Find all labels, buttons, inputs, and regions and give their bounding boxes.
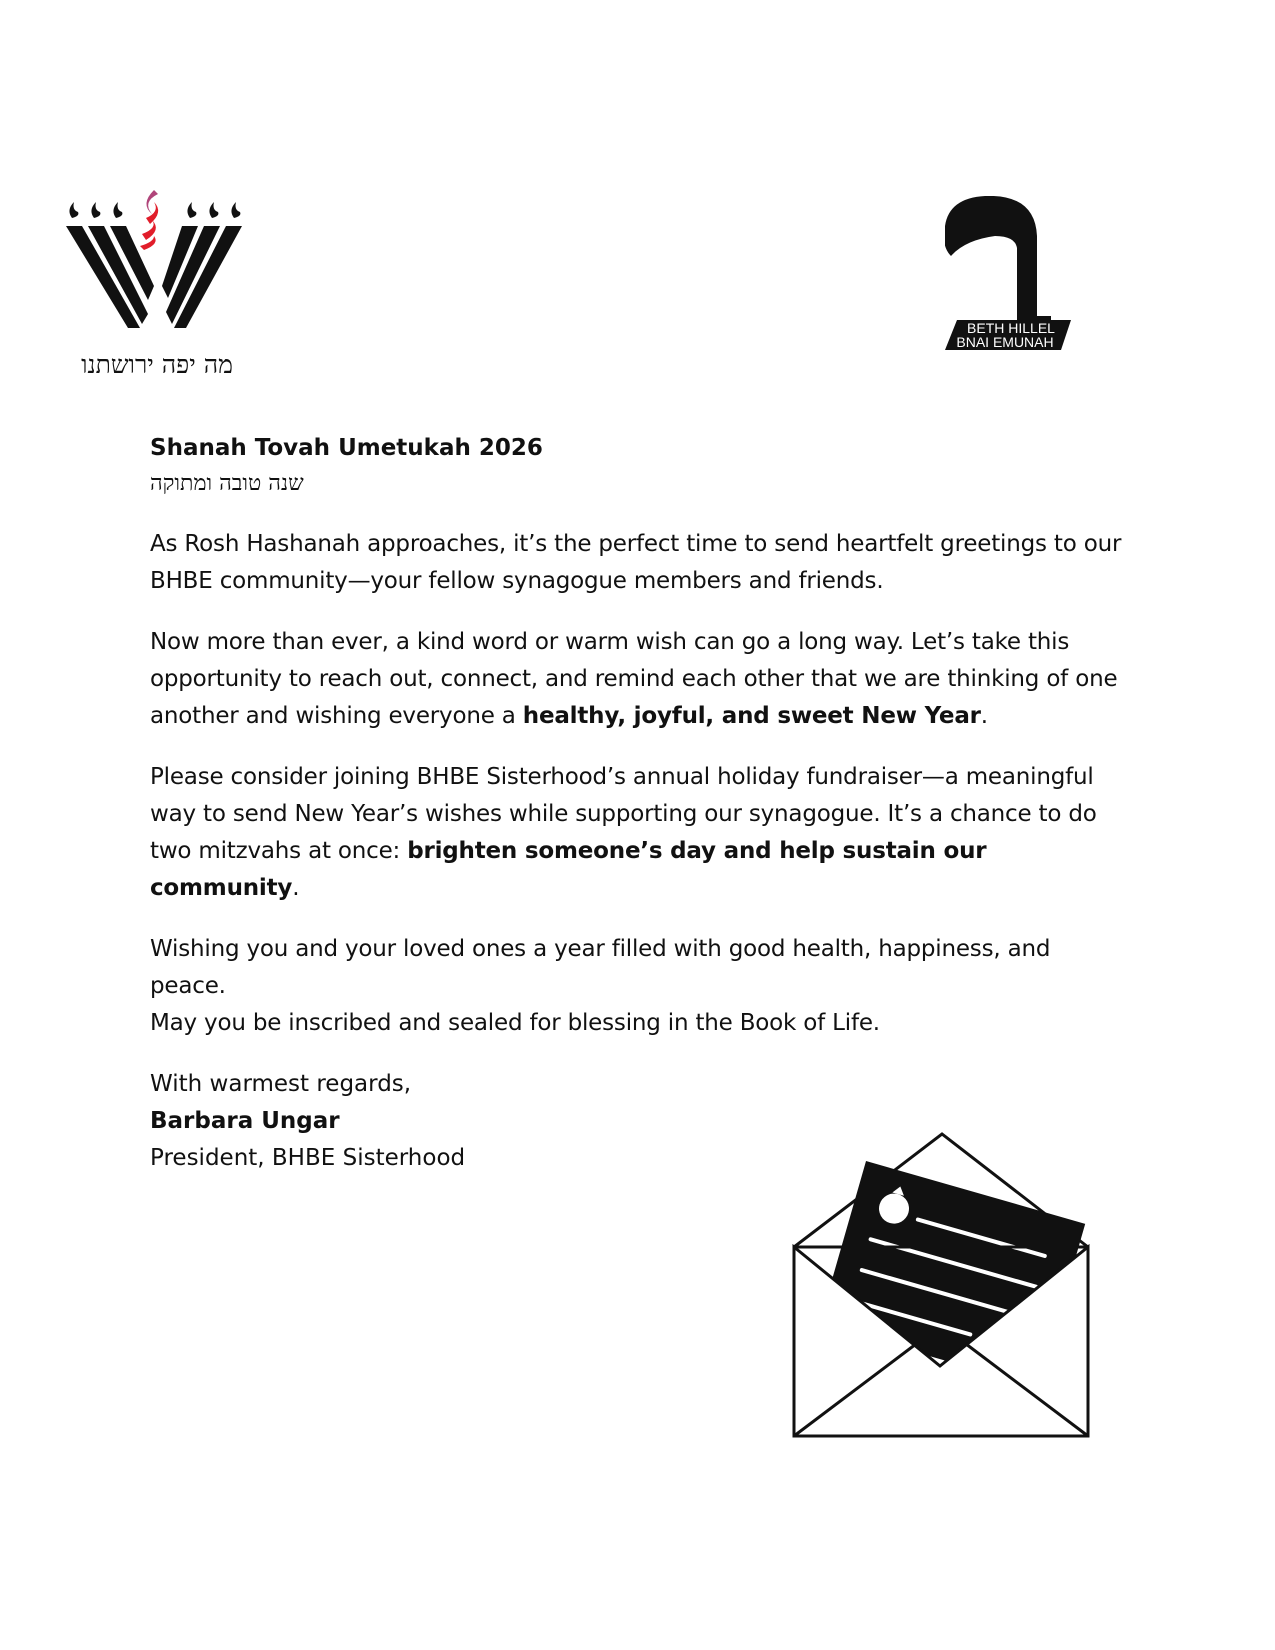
letter-body — [150, 430, 1125, 1177]
signer-name: Barbara Ungar — [150, 1108, 340, 1134]
envelope-illustration — [790, 1130, 1100, 1460]
closing: With warmest regards, — [150, 1071, 412, 1097]
paragraph-2-emphasis: healthy, joyful, and sweet New Year — [522, 703, 981, 729]
paragraph-3-text: Please consider joining BHBE Sisterhood’s annual holiday fundraiser—a meaningful way to send New Year’s wishes while supporting our synagogue. It’s a chance to do two mitzvahs at once: — [150, 764, 1097, 864]
paragraph-4-line-1: Wishing you and your loved ones a year filled with good health, happiness, and peace. — [150, 936, 1051, 999]
letter-subtitle-hebrew: שנה טובה ומתוקה — [150, 471, 304, 496]
menorah-logo-icon — [62, 188, 252, 338]
paragraph-3-emphasis: brighten someone’s day and help sustain our community — [150, 838, 987, 901]
logo-line1: BETH HILLEL — [967, 320, 1055, 336]
signer-title: President, BHBE Sisterhood — [150, 1145, 466, 1171]
menorah-logo — [62, 188, 262, 378]
paragraph-3-end: . — [292, 875, 300, 901]
bhbe-logo — [945, 196, 1125, 366]
paragraph-3 — [150, 759, 1125, 907]
hebrew-letter-bet-icon — [945, 196, 1125, 356]
logo-line2: BNAI EMUNAH — [956, 334, 1054, 350]
paragraph-2-end: . — [980, 703, 988, 729]
paragraph-2-text: Now more than ever, a kind word or warm wish can go a long way. Let’s take this opportunity to reach out, connect, and remind each other that we are thinking of one another and wishing everyone a — [150, 629, 1118, 729]
paragraph-4 — [150, 931, 1125, 1042]
paragraph-1: As Rosh Hashanah approaches, it’s the perfect time to send heartfelt greetings to our BHBE community—your fellow synagogue members and friends. — [150, 531, 1122, 594]
logo-tagline-hebrew: מה יפה ירושתנו — [81, 350, 233, 379]
paragraph-4-line-2: May you be inscribed and sealed for blessing in the Book of Life. — [150, 1010, 880, 1036]
letter-title: Shanah Tovah Umetukah 2026 — [150, 435, 543, 461]
paragraph-2 — [150, 624, 1125, 735]
envelope-with-card-icon — [790, 1130, 1100, 1460]
